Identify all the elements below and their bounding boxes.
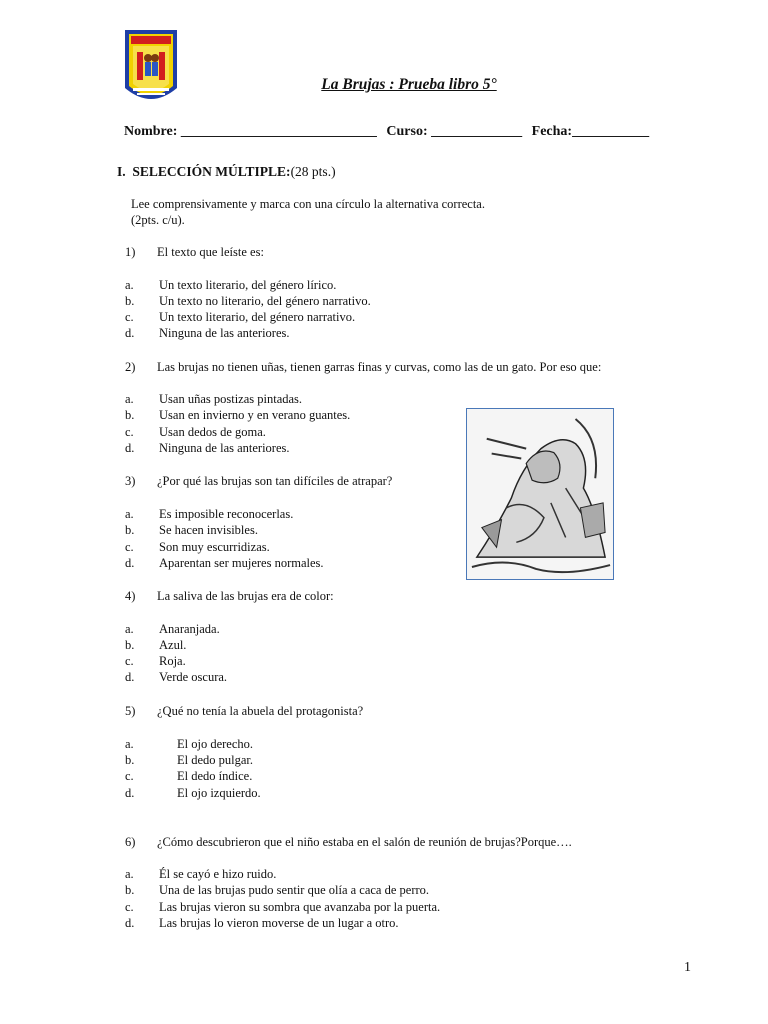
question-5-option-a[interactable]: a. El ojo derecho. [125, 737, 254, 751]
question-5: 5) ¿Qué no tenía la abuela del protagonista? [125, 704, 364, 718]
student-info-fields [124, 124, 649, 140]
question-3-option-a[interactable]: a. Es imposible reconocerlas. [125, 507, 294, 521]
question-2-option-b[interactable]: b. Usan en invierno y en verano guantes. [125, 408, 351, 422]
question-4-option-a[interactable]: a. Anaranjada. [125, 622, 220, 636]
page-title: La Brujas : Prueba libro 5° [321, 76, 497, 93]
question-1-option-a[interactable]: a. Un texto literario, del género lírico. [125, 278, 337, 292]
question-1-option-b[interactable]: b. Un texto no literario, del género narrativo. [125, 294, 371, 308]
question-1-option-c[interactable]: c. Un texto literario, del género narrativo. [125, 310, 356, 324]
question-2-option-a[interactable]: a. Usan uñas postizas pintadas. [125, 392, 303, 406]
section-title: SELECCIÓN MÚLTIPLE: [132, 164, 291, 179]
question-3: 3) ¿Por qué las brujas son tan difíciles de atrapar? [125, 474, 393, 488]
question-2-option-d[interactable]: d. Ninguna de las anteriores. [125, 441, 290, 455]
question-4-option-b[interactable]: b. Azul. [125, 638, 187, 652]
question-1-option-d[interactable]: d. Ninguna de las anteriores. [125, 326, 290, 340]
school-crest-icon [123, 28, 179, 108]
question-6-option-a[interactable]: a. Él se cayó e hizo ruido. [125, 867, 277, 881]
fecha-field[interactable]: Fecha:___________ [531, 124, 650, 139]
question-3-option-d[interactable]: d. Aparentan ser mujeres normales. [125, 556, 324, 570]
question-1: 1) El texto que leíste es: [125, 245, 264, 259]
question-6-option-d[interactable]: d. Las brujas lo vieron moverse de un lugar a otro. [125, 916, 399, 930]
question-5-option-c[interactable]: c. El dedo índice. [125, 769, 253, 783]
question-4: 4) La saliva de las brujas era de color: [125, 589, 334, 603]
question-5-option-b[interactable]: b. El dedo pulgar. [125, 753, 254, 767]
question-5-option-d[interactable]: d. El ojo izquierdo. [125, 786, 261, 800]
curso-field[interactable]: Curso: _____________ [386, 124, 523, 139]
witch-illustration-icon [466, 408, 614, 580]
section-number: I. [117, 164, 126, 179]
question-2-option-c[interactable]: c. Usan dedos de goma. [125, 425, 266, 439]
question-6-option-b[interactable]: b. Una de las brujas pudo sentir que olía a caca de perro. [125, 883, 430, 897]
page-number: 1 [684, 960, 691, 975]
question-4-option-d[interactable]: d. Verde oscura. [125, 670, 228, 684]
section-heading [117, 164, 336, 180]
nombre-field[interactable]: Nombre: ____________________________ [124, 124, 377, 139]
question-6-option-c[interactable]: c. Las brujas vieron su sombra que avanzaba por la puerta. [125, 900, 441, 914]
question-3-option-c[interactable]: c. Son muy escurridizas. [125, 540, 270, 554]
question-4-option-c[interactable]: c. Roja. [125, 654, 186, 668]
question-6: 6) ¿Cómo descubrieron que el niño estaba en el salón de reunión de brujas?Porque…. [125, 835, 572, 849]
instructions-line-1: Lee comprensivamente y marca con una círculo la alternativa correcta. [131, 197, 485, 211]
instructions [131, 196, 485, 228]
instructions-line-2: (2pts. c/u). [131, 213, 185, 227]
section-points: (28 pts.) [290, 164, 336, 179]
question-3-option-b[interactable]: b. Se hacen invisibles. [125, 523, 258, 537]
question-2: 2) Las brujas no tienen uñas, tienen garras finas y curvas, como las de un gato. Por eso que: [125, 360, 602, 374]
